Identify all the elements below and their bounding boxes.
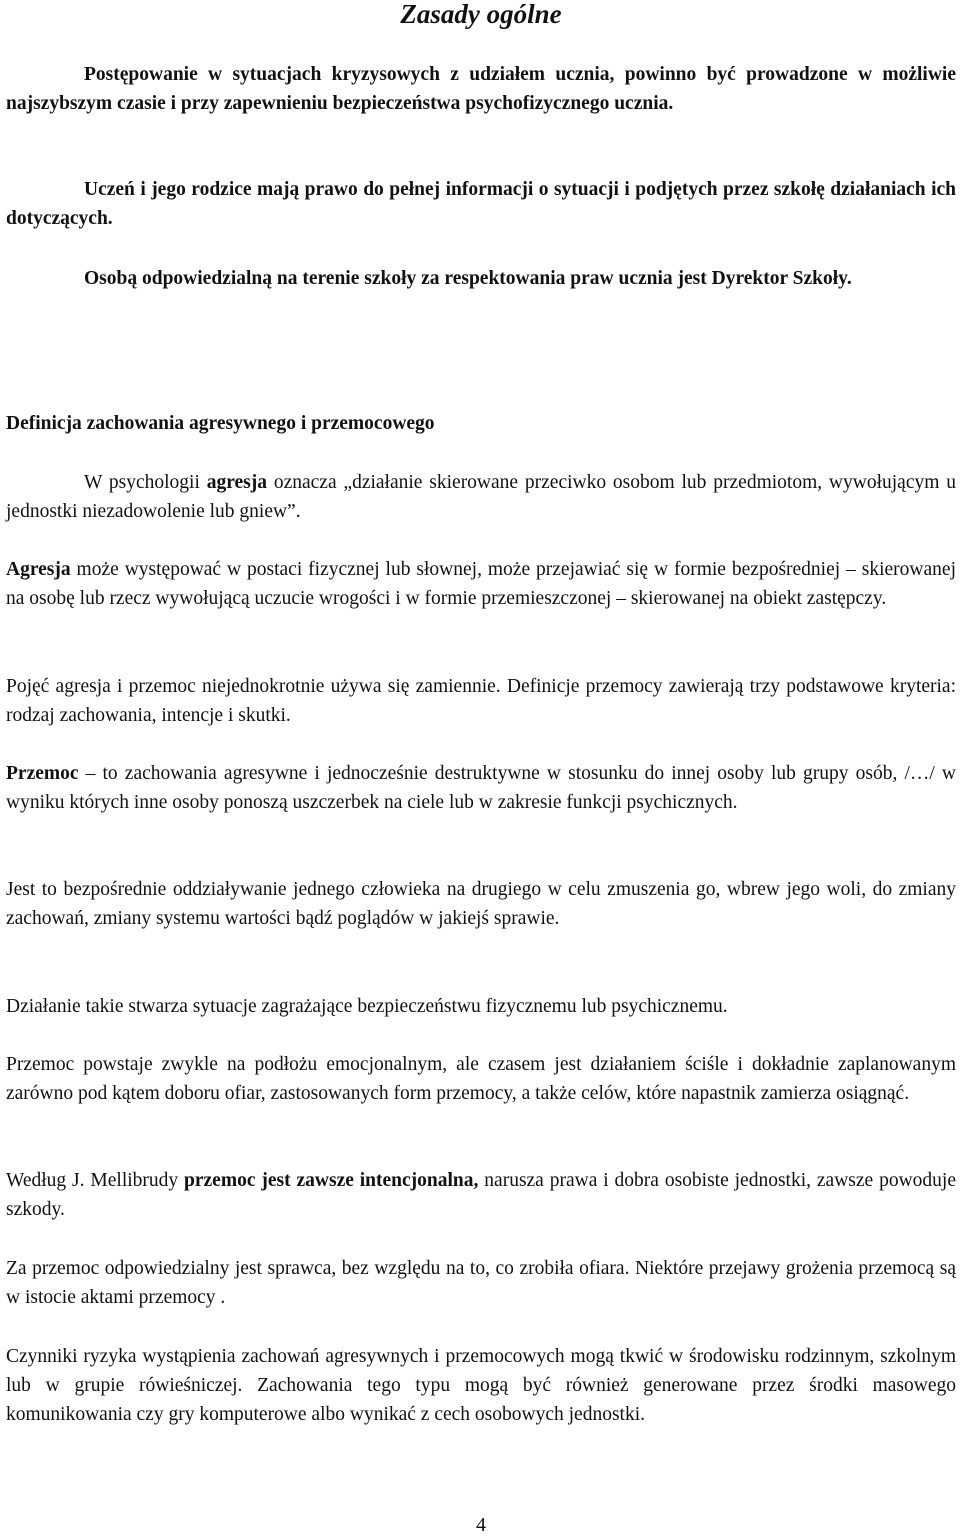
text-span: Według J. Mellibrudy: [6, 1170, 185, 1191]
paragraph-influence: Jest to bezpośrednie oddziaływanie jednego człowieka na drugiego w celu zmuszenia go, wbrew jego woli, do zmiany zachowań, zmiany systemu wartości bądź poglądów w jakiejś sprawie.: [6, 879, 956, 929]
paragraph-przemoc-definition: [6, 759, 956, 817]
paragraph-origin: Przemoc powstaje zwykle na podłożu emocjonalnym, ale czasem jest działaniem ściśle i dokładnie zaplanowanym zarówno pod kątem doboru ofiar, zastosowanych form przemocy, a także celów, które napastnik zamierza osiągnąć.: [6, 1054, 956, 1104]
term-agresja: Agresja: [6, 559, 71, 580]
emphasis-intentional: przemoc jest zawsze intencjonalna,: [184, 1170, 479, 1191]
paragraph-risk-factors: Czynniki ryzyka wystąpienia zachowań agresywnych i przemocowych mogą tkwić w środowisku rodzinnym, szkolnym lub w grupie rówieśniczej. Zachowania tego typu mogą być również generowane przez środki masowego komunikowania czy gry komputerowe albo wynikać z cech osobowych jednostki.: [6, 1346, 956, 1425]
paragraph-agresja-forms: [6, 555, 956, 613]
paragraph-threat: Działanie takie stwarza sytuacje zagrażające bezpieczeństwu fizycznemu lub psychicznemu.: [6, 996, 728, 1017]
text-span: – to zachowania agresywne i jednocześnie destruktywne w stosunku do innej osoby lub grupy osób, /…/ w wyniku których inne osoby ponoszą uszczerbek na ciele lub w zakresie funkcji psychicznych.: [6, 763, 956, 813]
paragraph-responsibility: Za przemoc odpowiedzialny jest sprawca, bez względu na to, co zrobiła ofiara. Niektóre przejawy grożenia przemocą są w istocie aktami przemocy .: [6, 1258, 956, 1308]
text-span: może występować w postaci fizycznej lub słownej, może przejawiać się w formie bezpośredniej – skierowanej na osobę lub rzecz wywołującą uczucie wrogości i w formie przemieszczonej – skierowanej na obiekt zastępczy.: [6, 559, 956, 609]
page-number: 4: [476, 1514, 486, 1536]
text-span: W psychologii: [84, 472, 207, 493]
text-span: narusza prawa i dobra osobiste jednostki, zawsze powoduje szkody.: [6, 1170, 956, 1220]
intro-paragraph-1: Postępowanie w sytuacjach kryzysowych z udziałem ucznia, powinno być prowadzone w możliwie najszybszym czasie i przy zapewnieniu bezpieczeństwa psychofizycznego ucznia.: [6, 64, 956, 114]
section-heading: Definicja zachowania agresywnego i przemocowego: [6, 413, 435, 434]
term-agresja: agresja: [206, 472, 267, 493]
paragraph-criteria: Pojęć agresja i przemoc niejednokrotnie używa się zamiennie. Definicje przemocy zawierają trzy podstawowe kryteria: rodzaj zachowania, intencje i skutki.: [6, 676, 956, 726]
paragraph-mellibruda: [6, 1166, 956, 1224]
text-span: oznacza „działanie skierowane przeciwko osobom lub przedmiotom, wywołującym u jednostki niezadowolenie lub gniew”.: [6, 472, 956, 522]
term-przemoc: Przemoc: [6, 763, 79, 784]
page-title: Zasady ogólne: [400, 0, 562, 29]
intro-paragraph-3: Osobą odpowiedzialną na terenie szkoły za respektowania praw ucznia jest Dyrektor Szkoły.: [84, 268, 852, 289]
paragraph-agresja-definition: [6, 468, 956, 526]
intro-paragraph-2: Uczeń i jego rodzice mają prawo do pełnej informacji o sytuacji i podjętych przez szkołę działaniach ich dotyczących.: [6, 179, 956, 229]
